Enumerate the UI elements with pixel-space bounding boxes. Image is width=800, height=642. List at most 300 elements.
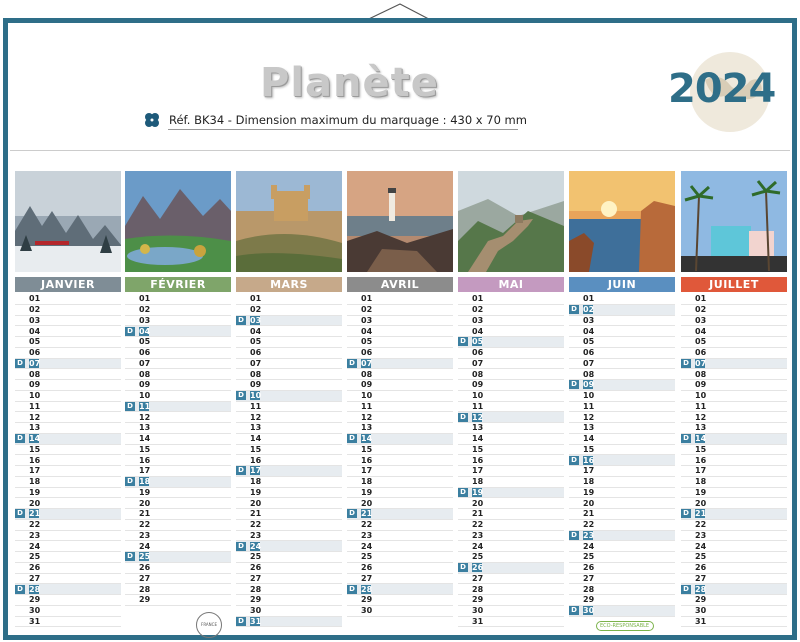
day-number: 11: [472, 401, 484, 411]
eco-badge: ECO-RESPONSABLE: [596, 621, 654, 631]
day-row: [458, 531, 564, 542]
day-number: 12: [29, 412, 41, 422]
day-number: 05: [472, 337, 484, 347]
day-row: [569, 606, 675, 617]
day-row: [15, 488, 121, 499]
day-row: [347, 466, 453, 477]
day-row: [15, 606, 121, 617]
day-row: [347, 595, 453, 606]
day-row: [681, 402, 787, 413]
day-row: [347, 520, 453, 531]
day-row: [569, 509, 675, 520]
day-row: [347, 423, 453, 434]
day-number: 22: [472, 520, 484, 530]
day-weekday: D: [15, 585, 25, 594]
day-row: [236, 617, 342, 628]
day-row: [458, 574, 564, 585]
day-number: 01: [139, 294, 151, 304]
day-row: [458, 520, 564, 531]
day-row: [125, 498, 231, 509]
day-number: 12: [583, 412, 595, 422]
day-row: [569, 541, 675, 552]
day-number: 11: [250, 401, 262, 411]
day-number: 08: [361, 369, 373, 379]
day-row: [681, 541, 787, 552]
day-row: [569, 445, 675, 456]
day-row: [236, 412, 342, 423]
day-row: [681, 606, 787, 617]
day-row: [458, 369, 564, 380]
day-number: 03: [250, 315, 262, 325]
day-row: [236, 466, 342, 477]
day-row: [15, 563, 121, 574]
day-number: 03: [139, 315, 151, 325]
day-number: 29: [472, 595, 484, 605]
day-row: [125, 412, 231, 423]
month-photo: [681, 171, 787, 272]
month-name: MAI: [458, 277, 564, 292]
day-row: [681, 584, 787, 595]
day-number: 25: [29, 552, 41, 562]
day-number: 15: [250, 444, 262, 454]
day-row: [15, 294, 121, 305]
month-name: AVRIL: [347, 277, 453, 292]
day-number: 05: [583, 337, 595, 347]
day-number: 19: [139, 487, 151, 497]
day-number: 25: [472, 552, 484, 562]
day-number: 21: [29, 509, 41, 519]
day-weekday: D: [236, 617, 246, 626]
day-row: [125, 574, 231, 585]
day-row: [347, 434, 453, 445]
day-row: [347, 563, 453, 574]
day-row: [681, 445, 787, 456]
day-row: [236, 595, 342, 606]
day-number: 04: [29, 326, 41, 336]
day-number: 08: [250, 369, 262, 379]
day-row: [15, 391, 121, 402]
day-row: [15, 316, 121, 327]
day-number: 03: [695, 315, 707, 325]
day-number: 18: [361, 477, 373, 487]
day-number: 07: [139, 358, 151, 368]
day-list: [236, 294, 342, 627]
day-row: [125, 326, 231, 337]
day-row: [347, 391, 453, 402]
day-number: 20: [472, 498, 484, 508]
month-6: [569, 171, 675, 632]
day-number: 01: [361, 294, 373, 304]
day-row: [681, 326, 787, 337]
day-row: [681, 359, 787, 370]
day-number: 16: [361, 455, 373, 465]
day-weekday: D: [15, 359, 25, 368]
day-row: [458, 498, 564, 509]
day-number: 26: [472, 563, 484, 573]
day-number: 15: [29, 444, 41, 454]
day-number: 05: [361, 337, 373, 347]
day-row: [681, 434, 787, 445]
day-number: 20: [139, 498, 151, 508]
day-number: 02: [583, 305, 595, 315]
day-weekday: D: [681, 585, 691, 594]
day-row: [458, 434, 564, 445]
day-row: [236, 541, 342, 552]
day-number: 28: [29, 584, 41, 594]
day-row: [347, 541, 453, 552]
day-number: 13: [472, 423, 484, 433]
day-row: [458, 455, 564, 466]
day-row: [15, 348, 121, 359]
day-row: [125, 520, 231, 531]
day-row: [681, 563, 787, 574]
day-row: [569, 391, 675, 402]
day-number: 05: [250, 337, 262, 347]
day-number: 23: [139, 530, 151, 540]
day-row: [569, 455, 675, 466]
day-row: [236, 294, 342, 305]
day-row: [236, 326, 342, 337]
day-number: 29: [250, 595, 262, 605]
day-row: [125, 466, 231, 477]
day-number: 10: [139, 391, 151, 401]
day-row: [681, 552, 787, 563]
day-number: 24: [472, 541, 484, 551]
day-number: 05: [695, 337, 707, 347]
day-row: [125, 423, 231, 434]
day-number: 20: [695, 498, 707, 508]
day-row: [458, 423, 564, 434]
day-row: [347, 574, 453, 585]
day-number: 23: [361, 530, 373, 540]
day-number: 18: [139, 477, 151, 487]
day-weekday: D: [681, 509, 691, 518]
day-number: 11: [583, 401, 595, 411]
day-row: [125, 455, 231, 466]
day-number: 06: [695, 348, 707, 358]
day-row: [15, 380, 121, 391]
day-number: 18: [250, 477, 262, 487]
day-number: 09: [583, 380, 595, 390]
day-number: 06: [472, 348, 484, 358]
day-row: [569, 423, 675, 434]
day-row: [15, 423, 121, 434]
day-row: [458, 391, 564, 402]
day-row: [569, 584, 675, 595]
made-in-france-seal: FRANCE: [196, 612, 222, 638]
day-row: [347, 584, 453, 595]
day-number: 04: [361, 326, 373, 336]
day-row: [569, 359, 675, 370]
day-row: [236, 531, 342, 542]
day-number: 13: [583, 423, 595, 433]
day-row: [236, 584, 342, 595]
month-name: JANVIER: [15, 277, 121, 292]
month-photo: [15, 171, 121, 272]
day-row: [347, 445, 453, 456]
day-number: 01: [695, 294, 707, 304]
day-row: [347, 531, 453, 542]
day-row: [125, 380, 231, 391]
day-weekday: D: [125, 477, 135, 486]
day-row: [681, 477, 787, 488]
day-number: 17: [361, 466, 373, 476]
day-number: 21: [361, 509, 373, 519]
day-row: [458, 488, 564, 499]
day-number: 27: [695, 573, 707, 583]
day-number: 31: [250, 616, 262, 626]
day-number: 24: [695, 541, 707, 551]
day-row: [125, 348, 231, 359]
day-number: 28: [695, 584, 707, 594]
month-7: [681, 171, 787, 632]
month-3: [236, 171, 342, 632]
day-number: 15: [695, 444, 707, 454]
day-row: [125, 337, 231, 348]
day-number: 05: [139, 337, 151, 347]
day-row: [681, 498, 787, 509]
day-row: [236, 369, 342, 380]
day-weekday: D: [125, 402, 135, 411]
day-row: [15, 434, 121, 445]
day-number: 12: [361, 412, 373, 422]
day-row: [569, 316, 675, 327]
day-number: 06: [583, 348, 595, 358]
day-row: [15, 455, 121, 466]
day-number: 16: [250, 455, 262, 465]
day-number: 24: [250, 541, 262, 551]
day-row: [569, 326, 675, 337]
day-number: 21: [695, 509, 707, 519]
day-number: 21: [250, 509, 262, 519]
day-row: [15, 574, 121, 585]
day-number: 07: [29, 358, 41, 368]
day-row: [681, 380, 787, 391]
day-row: [458, 606, 564, 617]
day-number: 23: [583, 530, 595, 540]
day-number: 15: [583, 444, 595, 454]
day-row: [15, 326, 121, 337]
day-row: [125, 531, 231, 542]
day-row: [15, 552, 121, 563]
day-row: [347, 294, 453, 305]
day-row: [125, 305, 231, 316]
day-list: [347, 294, 453, 617]
day-number: 17: [695, 466, 707, 476]
day-row: [569, 498, 675, 509]
day-number: 16: [472, 455, 484, 465]
day-number: 31: [695, 616, 707, 626]
day-number: 19: [583, 487, 595, 497]
day-row: [347, 402, 453, 413]
day-row: [347, 488, 453, 499]
day-row: [569, 348, 675, 359]
day-number: 21: [139, 509, 151, 519]
day-number: 01: [250, 294, 262, 304]
day-number: 05: [29, 337, 41, 347]
year-block: [660, 48, 785, 138]
day-number: 10: [583, 391, 595, 401]
day-row: [681, 574, 787, 585]
day-list: [681, 294, 787, 627]
day-row: [236, 455, 342, 466]
day-number: 11: [29, 401, 41, 411]
month-name: FÉVRIER: [125, 277, 231, 292]
day-row: [681, 294, 787, 305]
day-number: 28: [583, 584, 595, 594]
day-number: 08: [472, 369, 484, 379]
day-row: [458, 477, 564, 488]
day-row: [15, 337, 121, 348]
day-weekday: D: [236, 542, 246, 551]
day-row: [236, 477, 342, 488]
day-row: [458, 445, 564, 456]
day-weekday: D: [458, 413, 468, 422]
day-number: 30: [583, 606, 595, 616]
day-weekday: D: [347, 434, 357, 443]
day-weekday: D: [458, 563, 468, 572]
header-divider: [10, 150, 790, 151]
month-name: MARS: [236, 277, 342, 292]
day-row: [569, 369, 675, 380]
day-number: 13: [250, 423, 262, 433]
day-number: 13: [139, 423, 151, 433]
day-number: 12: [139, 412, 151, 422]
day-weekday: D: [347, 359, 357, 368]
day-row: [15, 509, 121, 520]
day-number: 11: [695, 401, 707, 411]
day-row: [347, 369, 453, 380]
day-row: [236, 359, 342, 370]
day-row: [125, 434, 231, 445]
day-number: 26: [361, 563, 373, 573]
day-number: 17: [29, 466, 41, 476]
day-row: [347, 412, 453, 423]
day-number: 14: [695, 434, 707, 444]
day-row: [569, 552, 675, 563]
day-row: [681, 466, 787, 477]
day-row: [125, 584, 231, 595]
day-row: [569, 412, 675, 423]
day-row: [236, 423, 342, 434]
day-number: 27: [250, 573, 262, 583]
day-number: 20: [29, 498, 41, 508]
day-row: [236, 391, 342, 402]
day-number: 19: [29, 487, 41, 497]
day-weekday: D: [569, 456, 579, 465]
day-number: 25: [361, 552, 373, 562]
day-number: 02: [695, 305, 707, 315]
day-row: [236, 498, 342, 509]
day-number: 04: [695, 326, 707, 336]
day-number: 02: [139, 305, 151, 315]
month-4: [347, 171, 453, 632]
day-row: [15, 520, 121, 531]
day-row: [15, 466, 121, 477]
day-number: 23: [472, 530, 484, 540]
day-number: 27: [361, 573, 373, 583]
day-number: 07: [361, 358, 373, 368]
day-row: [236, 520, 342, 531]
day-row: [458, 617, 564, 628]
day-number: 20: [250, 498, 262, 508]
day-row: [236, 509, 342, 520]
day-number: 19: [250, 487, 262, 497]
day-row: [569, 294, 675, 305]
day-list: [15, 294, 121, 627]
day-weekday: D: [347, 509, 357, 518]
day-number: 09: [139, 380, 151, 390]
day-number: 04: [583, 326, 595, 336]
clover-icon: [143, 112, 161, 128]
day-row: [347, 326, 453, 337]
day-number: 08: [139, 369, 151, 379]
day-number: 14: [250, 434, 262, 444]
day-row: [569, 488, 675, 499]
day-number: 28: [250, 584, 262, 594]
day-number: 22: [250, 520, 262, 530]
day-number: 14: [361, 434, 373, 444]
day-row: [236, 305, 342, 316]
day-row: [236, 316, 342, 327]
day-row: [458, 412, 564, 423]
day-row: [458, 348, 564, 359]
day-number: 04: [250, 326, 262, 336]
day-number: 13: [29, 423, 41, 433]
year-label: 2024: [668, 66, 776, 112]
day-number: 30: [361, 606, 373, 616]
day-number: 21: [472, 509, 484, 519]
day-weekday: D: [569, 606, 579, 615]
reference-text: Réf. BK34 - Dimension maximum du marquage : 430 x 70 mm: [169, 113, 527, 127]
day-weekday: D: [15, 509, 25, 518]
day-number: 29: [361, 595, 373, 605]
day-number: 25: [250, 552, 262, 562]
day-row: [569, 477, 675, 488]
day-row: [15, 445, 121, 456]
day-number: 18: [472, 477, 484, 487]
day-number: 04: [139, 326, 151, 336]
day-row: [347, 359, 453, 370]
day-row: [681, 412, 787, 423]
day-row: [569, 337, 675, 348]
day-list: [458, 294, 564, 627]
day-weekday: D: [125, 327, 135, 336]
day-number: 01: [583, 294, 595, 304]
day-row: [236, 563, 342, 574]
day-number: 25: [583, 552, 595, 562]
day-weekday: D: [125, 552, 135, 561]
day-number: 01: [472, 294, 484, 304]
day-number: 30: [250, 606, 262, 616]
day-row: [125, 509, 231, 520]
day-number: 26: [29, 563, 41, 573]
day-list: [125, 294, 231, 606]
day-number: 20: [361, 498, 373, 508]
reference-underline: [168, 129, 518, 130]
day-row: [458, 326, 564, 337]
day-row: [458, 584, 564, 595]
day-number: 23: [29, 530, 41, 540]
day-row: [681, 316, 787, 327]
day-number: 07: [695, 358, 707, 368]
day-number: 03: [29, 315, 41, 325]
day-number: 25: [139, 552, 151, 562]
day-row: [125, 541, 231, 552]
day-number: 09: [361, 380, 373, 390]
day-row: [681, 455, 787, 466]
day-number: 11: [361, 401, 373, 411]
